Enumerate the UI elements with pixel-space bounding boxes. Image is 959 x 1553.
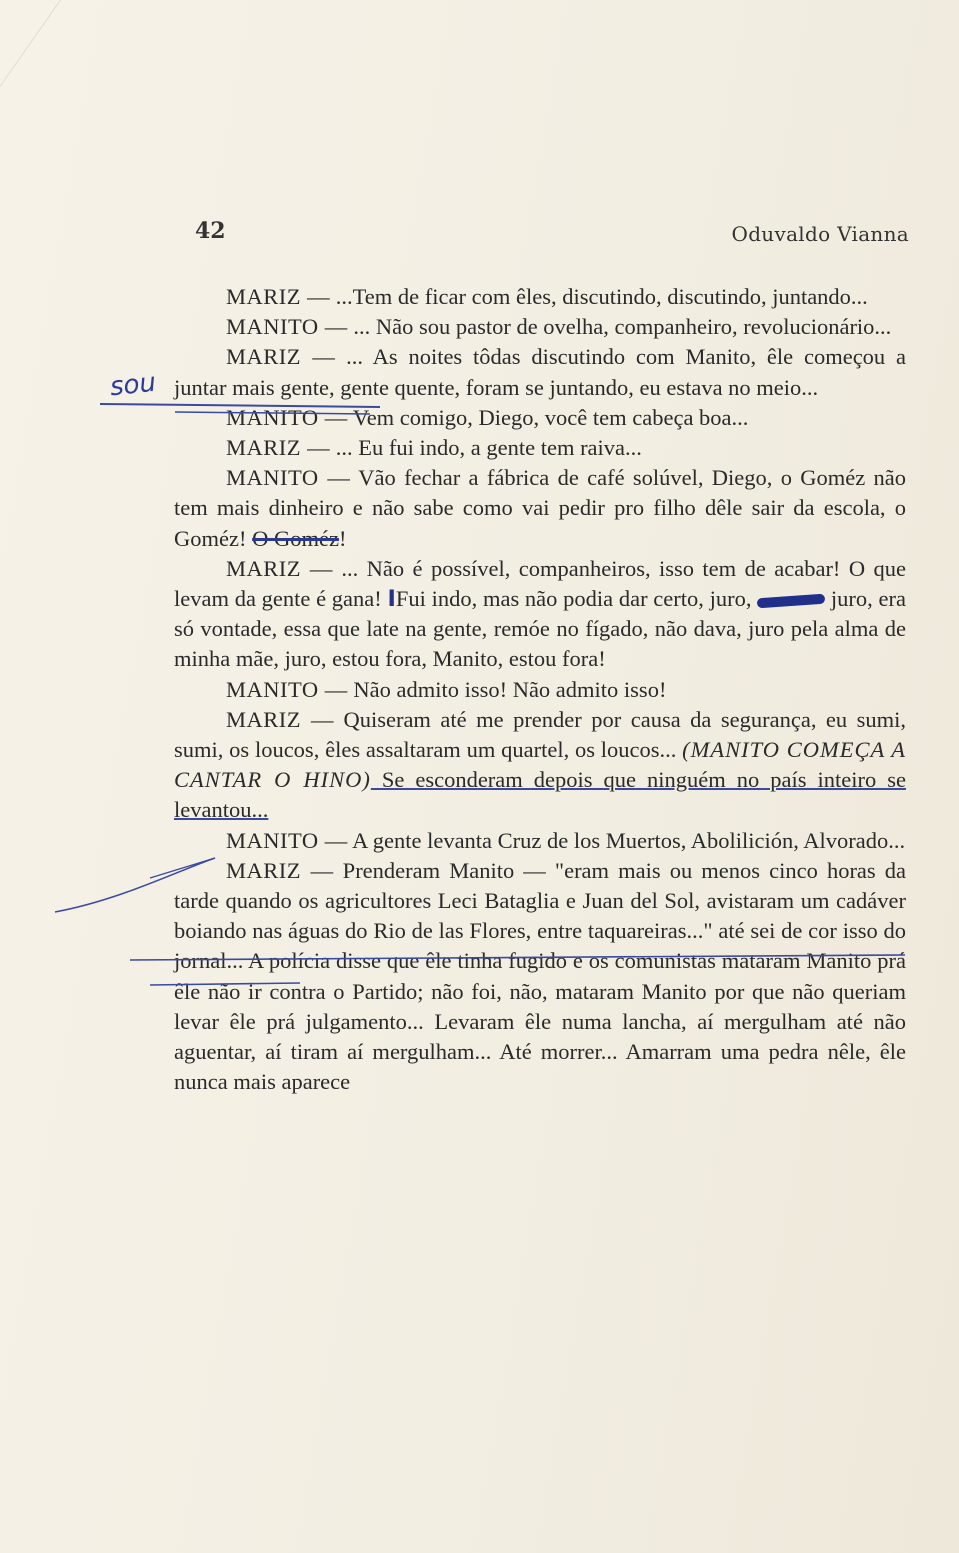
dialogue-text: A gente levanta Cruz de los Muertos, Abolilición, Alvorado... [347,827,906,853]
dialogue-paragraph [174,403,906,433]
dialogue-text: ... Não é possível, companheiros, isso tem de acabar! O que levam da gente é gana! [174,555,906,612]
dialogue-paragraph [174,826,906,856]
speaker-label: MANITO — [226,465,351,491]
speaker-label: MANITO — [226,314,348,340]
speaker-label: MANITO — [226,827,348,853]
dialogue-paragraph [174,554,906,675]
dialogue-text: ... Não sou pastor de ovelha, companheiro, revolucionário... [347,314,892,340]
dialogue-paragraph [174,342,906,402]
speaker-label: MARIZ — [226,706,334,732]
script-text [174,282,906,1097]
dialogue-text: ! [338,525,347,551]
dialogue-paragraph [174,463,906,554]
speaker-label: MARIZ — [226,344,336,370]
page-number: 42 [195,218,226,244]
speaker-label: MARIZ — [226,555,333,581]
dialogue-paragraph [174,675,906,705]
dialogue-paragraph [174,312,906,342]
dialogue-paragraph [174,856,906,1098]
dialogue-text: juro, era só vontade, essa que late na gente, remóe no fígado, não dava, juro pela alma de minha mãe, juro, estou fora, Manito, estou fora! [174,586,906,672]
paper-crease [0,0,221,150]
dialogue-paragraph [174,433,906,463]
dialogue-text: Quiseram até me prender por causa da segurança, eu sumi, sumi, os loucos, êles assaltaram um quartel, os loucos... [174,706,907,763]
page-header [0,218,959,248]
dialogue-text: Prenderam Manito — "eram mais ou menos cinco horas da tarde quando os agricultores Leci Bataglia e Juan del Sol, avistaram um cadáver boiando nas águas do Rio de las Flores, entre taquareiras..." até sei de cor isso do jornal... A polícia disse que êle tinha fugido e os comunistas mataram Manito prá êle não ir contra o Partido; não foi, não, mataram Manito por que não queriam levar êle prá julgamento... Levaram êle numa lancha, aí mergulham até não aguentar, aí tiram aí mergulham... Até morrer... Amarram uma pedra nêle, êle nunca mais aparece [174,857,907,1095]
dialogue-text: Se esconderam depois que ninguém no país inteiro se levantou... [174,767,906,823]
dialogue-paragraph [174,705,906,826]
dialogue-text: Fui indo, mas não podia dar certo, juro, [395,586,758,612]
handwritten-note: sou [108,367,158,403]
speaker-label: MARIZ — [226,435,331,461]
dialogue-text: ... Eu fui indo, a gente tem raiva... [330,435,642,461]
pen-mark: I [387,586,396,613]
dialogue-text: Vão fechar a fábrica de café solúvel, Diego, o Goméz não tem mais dinheiro e não sabe como vai pedir pro filho dêle sair da escola, o Goméz! [174,465,906,551]
dialogue-text: Vem comigo, Diego, você tem cabeça boa... [347,404,749,430]
speaker-label: MARIZ — [226,857,334,883]
running-head: Oduvaldo Vianna [731,222,909,246]
speaker-label: MANITO — [226,404,348,430]
speaker-label: MARIZ — [226,284,331,309]
struck-text: O Goméz [252,525,339,551]
dialogue-paragraph [174,282,906,312]
dialogue-text: Não admito isso! Não admito isso! [347,676,667,702]
dialogue-text: ... As noites tôdas discutindo com Manito, êle começou a juntar mais gente, gente quente, foram se juntando, eu estava no meio... [174,344,906,400]
ink-blot [757,594,826,609]
stage-direction: (MANITO COMEÇA A CANTAR O HINO) [174,737,906,793]
speaker-label: MANITO — [226,676,348,702]
dialogue-text: ...Tem de ficar com êles, discutindo, discutindo, juntando... [330,284,868,309]
